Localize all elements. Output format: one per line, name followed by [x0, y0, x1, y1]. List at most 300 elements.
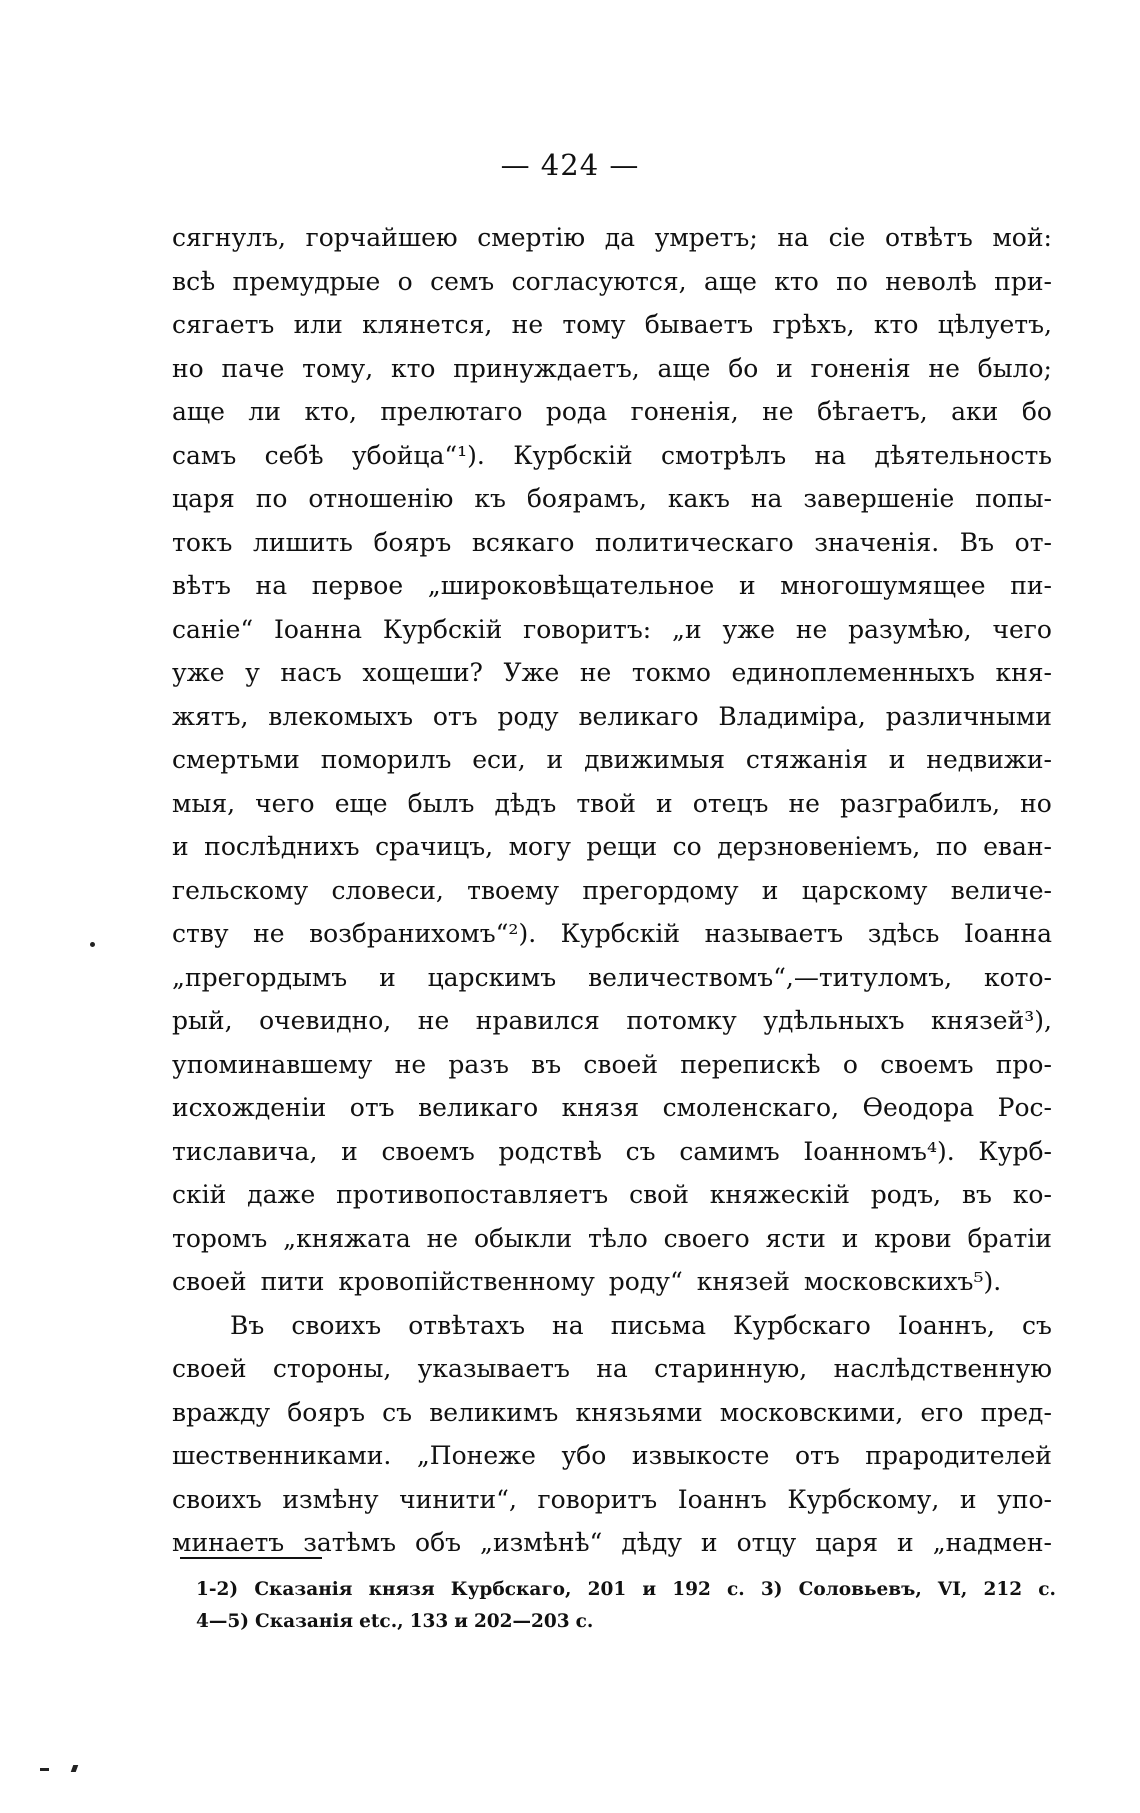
text-word: саніе“ [172, 614, 254, 644]
text-word: княжескій [709, 1180, 850, 1209]
print-speck [71, 1765, 79, 1772]
text-word: не [795, 614, 828, 644]
text-word: мыя, [172, 788, 236, 818]
text-word: дерзновеніемъ, [717, 832, 921, 861]
text-word: и [776, 353, 793, 383]
text-line [172, 608, 1052, 652]
text-word: еще [334, 788, 388, 818]
text-word: послѣднихъ [204, 832, 360, 861]
text-word: и [888, 745, 906, 774]
text-word: гоненія, [630, 397, 739, 426]
text-word: сягаетъ [172, 310, 275, 339]
text-word: Ѳеодора [862, 1093, 975, 1122]
text-word: дѣятельность [874, 440, 1052, 470]
text-line [172, 1478, 1052, 1522]
text-line [172, 956, 1052, 1000]
text-word: московскими, [719, 1397, 904, 1427]
text-word: великаго [578, 701, 699, 731]
text-word: „и [672, 614, 702, 644]
text-word: пи- [1010, 571, 1052, 600]
print-speck [40, 1768, 49, 1771]
footnote-word: 192 [672, 1579, 711, 1600]
text-word: здѣсь [867, 919, 940, 948]
text-line [172, 1347, 1052, 1391]
text-word: къ [474, 484, 506, 513]
text-word: объ [415, 1528, 462, 1557]
text-word: прегордому [582, 875, 739, 905]
text-word: единоплеменныхъ [731, 658, 975, 687]
text-word: и [341, 1136, 358, 1166]
text-word: называетъ [704, 919, 844, 948]
text-word: братіи [967, 1223, 1052, 1253]
text-word: смертію [477, 223, 586, 252]
text-word: согласуются, [511, 266, 687, 296]
text-word: письма [610, 1310, 706, 1340]
text-word: прародителей [865, 1441, 1052, 1470]
text-word: говоритъ: [523, 614, 652, 644]
text-word: бояръ [373, 527, 452, 557]
text-word: Іоанна [273, 614, 363, 644]
text-word: съ [382, 1397, 413, 1427]
text-word: старинную, [654, 1354, 808, 1383]
text-word: убойца“¹). [351, 440, 485, 470]
text-word: „надмен- [932, 1528, 1052, 1557]
text-word: отвѣтахъ [408, 1310, 525, 1340]
text-line [172, 695, 1052, 739]
text-word: аще [703, 266, 757, 296]
text-line [172, 303, 1052, 347]
text-word: бо [1021, 397, 1052, 426]
text-word: да [604, 223, 636, 252]
text-word: указываетъ [417, 1354, 570, 1383]
text-word: потомку [626, 1006, 737, 1035]
text-word: ли [248, 397, 281, 426]
text-word: роду“ [608, 1267, 683, 1296]
text-word: свой [629, 1180, 689, 1209]
text-word: торомъ [172, 1223, 268, 1253]
text-word: ко- [1012, 1180, 1052, 1209]
text-word: царя [172, 484, 235, 513]
text-word: смотрѣлъ [660, 440, 787, 470]
text-word: срачицъ, [375, 832, 494, 861]
footnote-word: с. [575, 1611, 594, 1632]
text-word: отъ [349, 1093, 395, 1122]
footnote-divider [180, 1557, 322, 1559]
text-word: и [959, 1484, 977, 1514]
text-word: Въ [230, 1310, 265, 1340]
text-word: на [255, 571, 288, 600]
text-word: по [255, 484, 288, 513]
text-word: Курбскій [560, 919, 681, 948]
text-word: какъ [667, 484, 730, 513]
text-word: обыкли [473, 1223, 573, 1253]
text-word: уже [722, 614, 775, 644]
text-line [172, 738, 1052, 782]
text-word: насъ [280, 658, 342, 687]
text-word: принуждаетъ, [453, 353, 640, 383]
text-word: перепискѣ [680, 1049, 821, 1079]
text-word: наслѣдственную [833, 1354, 1052, 1383]
text-word: гельскому [172, 875, 309, 905]
text-word: не [928, 353, 960, 383]
text-word: не [426, 1223, 459, 1253]
text-word: дѣду [621, 1528, 682, 1557]
text-word: твой [576, 788, 636, 818]
text-line [172, 216, 1052, 260]
text-word: прелютаго [380, 397, 523, 426]
text-line [172, 1043, 1052, 1087]
text-word: Уже [503, 658, 560, 687]
text-word: кто [774, 266, 819, 296]
text-word: мой: [992, 223, 1052, 252]
text-word: не [253, 919, 285, 948]
text-word: Курбскій [513, 440, 633, 470]
footnote-word: 4—5) [196, 1611, 249, 1632]
text-word: но [172, 353, 204, 383]
text-word: скій [172, 1180, 227, 1209]
text-word: бояръ [287, 1397, 366, 1427]
text-word: удѣльныхъ [763, 1006, 905, 1035]
text-word: себѣ [264, 440, 324, 470]
text-word: попы- [975, 484, 1052, 513]
footnote-word: Сказанія [254, 1579, 353, 1600]
text-word: бываетъ [644, 310, 754, 339]
text-word: стороны, [272, 1354, 392, 1383]
text-word: своихъ [172, 1484, 262, 1514]
page-number: — 424 — [500, 148, 640, 182]
text-word: разумѣю, [848, 614, 972, 644]
text-word: лишить [253, 527, 353, 557]
text-word: пред- [980, 1397, 1052, 1427]
text-word: не [788, 788, 820, 818]
text-word: и [379, 962, 396, 992]
text-word: паче [221, 353, 285, 383]
footnotes [196, 1574, 1056, 1638]
print-speck [90, 942, 95, 947]
text-word: кто, [304, 397, 357, 426]
text-word: очевидно, [259, 1006, 392, 1035]
text-word: многошумящее [780, 571, 986, 600]
text-word: кровопійственному [338, 1267, 595, 1296]
text-word: Іоанномъ⁴). [803, 1136, 955, 1166]
text-line [172, 869, 1052, 913]
text-line [172, 347, 1052, 391]
text-word: своей [172, 1354, 247, 1383]
text-word: царскимъ [427, 962, 557, 992]
text-word: Курбскій [382, 614, 503, 644]
text-word: и [738, 571, 756, 600]
text-word: родствѣ [498, 1136, 602, 1166]
text-word: нравился [475, 1006, 600, 1035]
text-word: съ [625, 1136, 656, 1166]
text-word: родъ, [870, 1180, 942, 1209]
text-line [172, 260, 1052, 304]
text-word: въ [961, 1180, 992, 1209]
text-word: князей³), [931, 1006, 1052, 1035]
text-line [172, 782, 1052, 826]
text-word: самимъ [679, 1136, 780, 1166]
text-word: ству [172, 919, 229, 948]
text-line [172, 999, 1052, 1043]
text-word: рещи [586, 832, 658, 861]
text-line [172, 912, 1052, 956]
text-word: сягнулъ, [172, 223, 286, 252]
text-word: царя [815, 1528, 879, 1557]
text-word: и [172, 832, 189, 861]
text-word: не [579, 658, 612, 687]
text-word: кня- [995, 658, 1052, 687]
footnote-word: Сказанія [255, 1611, 354, 1632]
text-word: минаетъ [172, 1528, 285, 1557]
text-word: своей [583, 1049, 658, 1079]
footnote-word: с. [1038, 1579, 1056, 1600]
text-line [172, 1130, 1052, 1174]
footnote-word: и [642, 1579, 657, 1600]
text-word: не [762, 397, 794, 426]
text-word: первое [311, 571, 404, 600]
text-word: даже [247, 1180, 316, 1209]
text-word: и [700, 1528, 718, 1557]
text-line [172, 1391, 1052, 1435]
footnote-word: 133 [409, 1611, 449, 1632]
text-word: о [397, 266, 413, 296]
text-word: царскому [801, 875, 928, 905]
text-word: отвѣтъ [884, 223, 973, 252]
text-line [172, 521, 1052, 565]
text-word: „княжата [283, 1223, 411, 1253]
text-word: упо- [997, 1484, 1052, 1514]
footnote-word: 3) [760, 1579, 783, 1600]
footnote-word: 201 [587, 1579, 627, 1600]
text-word: ясти [765, 1223, 826, 1253]
footnote-word: и [454, 1611, 468, 1632]
text-line [172, 434, 1052, 478]
text-word: не [394, 1049, 427, 1079]
text-word: было; [977, 353, 1052, 383]
text-word: завершеніе [803, 484, 955, 513]
text-word: аки [951, 397, 999, 426]
footnote-word: князя [368, 1579, 435, 1600]
text-word: великаго [418, 1093, 539, 1122]
text-word: на [750, 484, 783, 513]
text-word: смертьми [172, 745, 300, 774]
text-word: „широковѣщательное [427, 571, 715, 600]
text-word: пити [260, 1267, 325, 1296]
text-word: аще [657, 353, 711, 383]
text-word: тому [562, 310, 626, 339]
text-word: различными [885, 701, 1052, 731]
text-word: въ [531, 1049, 562, 1079]
text-word: своихъ [291, 1310, 382, 1340]
text-word: чинити“, [399, 1484, 517, 1514]
text-word: отъ [432, 701, 478, 731]
text-word: твоему [467, 875, 560, 905]
footnote-word: VI, [937, 1579, 968, 1600]
text-word: по [935, 832, 968, 861]
text-word: отношенію [308, 484, 454, 513]
footnote-word: 1-2) [196, 1579, 239, 1600]
text-word: Владиміра, [718, 701, 866, 731]
text-word: токмо [631, 658, 711, 687]
text-word: князей [696, 1267, 790, 1296]
text-word: Курбскаго [733, 1310, 871, 1340]
text-word: сіе [828, 223, 866, 252]
text-word: великимъ [429, 1397, 559, 1427]
text-word: влекомыхъ [268, 701, 414, 731]
text-line [172, 477, 1052, 521]
text-word: говоритъ [537, 1484, 658, 1514]
text-word: упоминавшему [172, 1049, 373, 1079]
text-word: хощеши? [362, 658, 483, 687]
text-word: вражду [172, 1397, 271, 1427]
text-word: затѣмъ [303, 1528, 397, 1557]
text-word: былъ [407, 788, 475, 818]
text-word: смоленскаго, [662, 1093, 840, 1122]
text-word: на [777, 223, 809, 252]
text-line [172, 1260, 1052, 1304]
text-word: величествомъ“,—титуломъ, [588, 962, 953, 992]
text-word: токъ [172, 527, 233, 557]
text-word: величе- [950, 875, 1052, 905]
text-word: извыкосте [631, 1441, 770, 1470]
text-word: гоненія [810, 353, 911, 383]
text-word: князя [561, 1093, 640, 1122]
text-word: клянется, [362, 310, 493, 339]
text-word: неволѣ [885, 266, 977, 296]
text-word: цѣлуетъ, [937, 310, 1052, 339]
text-line [172, 564, 1052, 608]
text-word: Въ [959, 527, 995, 557]
text-word: Курб- [978, 1136, 1052, 1166]
text-word: и [841, 1223, 859, 1253]
body-text [172, 216, 1052, 1565]
footnote-word: Курбскаго, [450, 1579, 572, 1600]
text-word: не [417, 1006, 450, 1035]
text-word: на [814, 440, 847, 470]
text-word: и [897, 1528, 914, 1557]
text-word: князьями [575, 1397, 703, 1427]
text-word: умретъ; [654, 223, 758, 252]
text-word: на [596, 1354, 628, 1383]
text-word: рода [545, 397, 608, 426]
text-word: измѣну [282, 1484, 379, 1514]
text-word: жятъ, [172, 701, 249, 731]
text-word: кто [873, 310, 919, 339]
text-word: стяжанія [745, 745, 868, 774]
text-word: „прегордымъ [172, 962, 348, 992]
text-word: кто [390, 353, 436, 383]
text-word: тому, [302, 353, 374, 383]
footnote-word: Соловьевъ, [798, 1579, 922, 1600]
text-word: разграбилъ, [840, 788, 1001, 818]
text-word: недвижи- [926, 745, 1052, 774]
text-word: отъ [794, 1441, 840, 1470]
text-word: Курбскому, [787, 1484, 940, 1514]
text-word: рый, [172, 1006, 233, 1035]
text-word: при- [994, 266, 1052, 296]
text-word: крови [874, 1223, 952, 1253]
text-word: Іоанна [963, 919, 1052, 948]
text-word: всѣ [172, 266, 216, 296]
text-word: чего [992, 614, 1052, 644]
text-line [172, 651, 1052, 695]
text-line [172, 1086, 1052, 1130]
text-word: или [293, 310, 343, 339]
text-word: вѣтъ [172, 571, 231, 600]
footnote-word: 202—203 [473, 1611, 570, 1632]
text-word: „Понеже [416, 1441, 536, 1470]
text-word: роду [497, 701, 559, 731]
text-line [172, 1173, 1052, 1217]
text-word: еси, [472, 745, 526, 774]
text-word: но [1020, 788, 1052, 818]
text-word: о [842, 1049, 858, 1079]
footnote-word: 212 [983, 1579, 1023, 1600]
text-line [172, 390, 1052, 434]
text-word: политическаго [594, 527, 794, 557]
text-word: бо [728, 353, 759, 383]
text-word: бѣгаетъ, [817, 397, 928, 426]
text-word: тиславича, [172, 1136, 318, 1166]
text-word: боярамъ, [526, 484, 647, 513]
text-word: на [552, 1310, 584, 1340]
text-word: семъ [430, 266, 495, 296]
text-word: Іоаннъ, [897, 1310, 995, 1340]
text-word: московскихъ⁵). [803, 1267, 1002, 1296]
text-word: Рос- [997, 1093, 1052, 1122]
text-word: кото- [983, 962, 1052, 992]
text-word: премудрые [232, 266, 381, 296]
text-word: и [656, 788, 673, 818]
text-word: горчайшею [305, 223, 458, 252]
text-word: по [836, 266, 868, 296]
text-word: у [245, 658, 260, 687]
text-line [172, 1304, 1052, 1348]
text-word: Іоаннъ [677, 1484, 767, 1514]
text-word: тѣло [587, 1223, 648, 1253]
text-word: своемъ [381, 1136, 475, 1166]
text-word: со [672, 832, 702, 861]
text-word: значенія. [814, 527, 940, 557]
text-word: разъ [448, 1049, 509, 1079]
text-word: „измѣнѣ“ [480, 1528, 603, 1557]
text-word: дѣдъ [494, 788, 557, 818]
text-word: исхожденіи [172, 1093, 327, 1122]
text-line [172, 1434, 1052, 1478]
text-word: самъ [172, 440, 237, 470]
text-word: и [546, 745, 564, 774]
text-line [172, 825, 1052, 869]
text-word: про- [995, 1049, 1052, 1079]
text-word: противопоставляетъ [336, 1180, 609, 1209]
text-word: его [920, 1397, 964, 1427]
text-word: своемъ [880, 1049, 974, 1079]
text-word: шественниками. [172, 1441, 392, 1470]
text-word: грѣхъ, [772, 310, 855, 339]
text-word: уже [172, 658, 225, 687]
text-word: не [511, 310, 544, 339]
text-word: отецъ [692, 788, 769, 818]
text-word: аще [172, 397, 225, 426]
text-word: словеси, [331, 875, 444, 905]
footnote-word: с. [727, 1579, 745, 1600]
text-word: возбранихомъ“²). [309, 919, 537, 948]
text-word: движимыя [584, 745, 726, 774]
text-word: убо [561, 1441, 607, 1470]
text-word: поморилъ [320, 745, 452, 774]
text-word: от- [1014, 527, 1052, 557]
footnote-word: etc., [359, 1611, 404, 1632]
